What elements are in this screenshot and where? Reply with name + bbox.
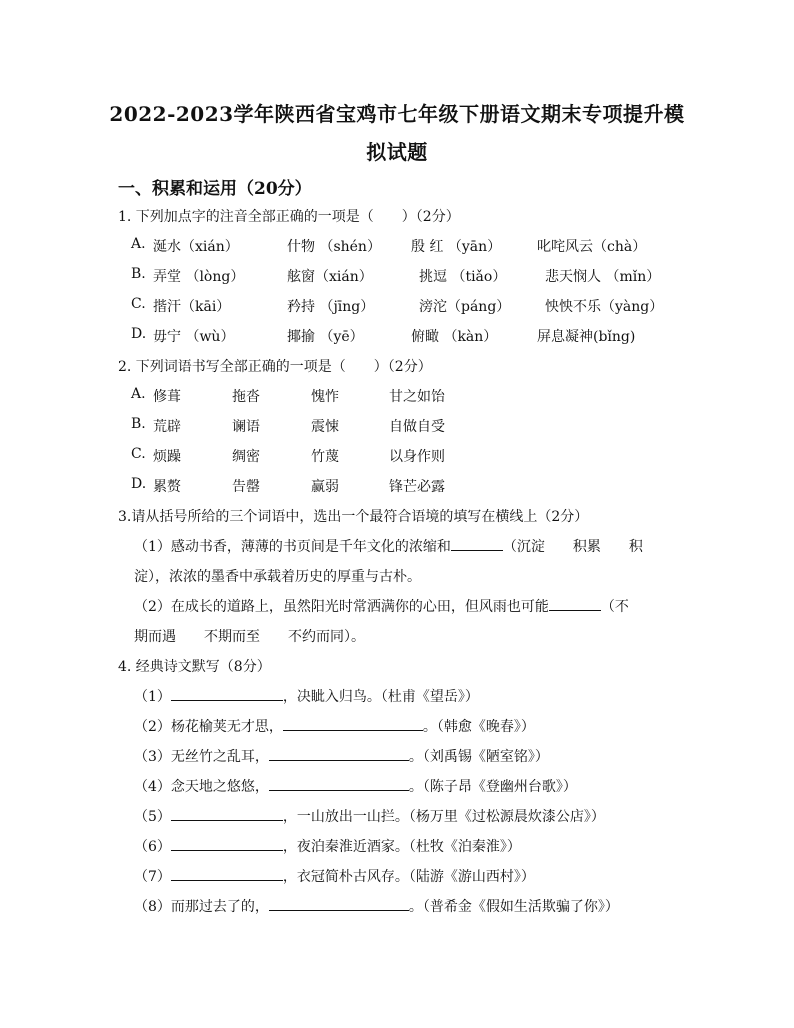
option-item: 修葺 (153, 389, 181, 405)
q4-item-4 (134, 776, 577, 796)
option-item: 矜持 （jīng） (287, 299, 375, 315)
option-item: 烦躁 (153, 449, 181, 465)
option-item: 屏息凝神(bǐng) (537, 329, 636, 345)
exam-title-line1: 2022-2023学年陕西省宝鸡市七年级下册语文期末专项提升模 (109, 102, 685, 126)
answer-blank[interactable] (171, 686, 283, 701)
q4-item-6 (134, 836, 521, 856)
option-label: C. (131, 446, 146, 462)
option-item: 揩汗（kāi） (153, 299, 231, 315)
q4-item-1 (134, 686, 479, 706)
item-text: ，一山放出一山拦。（杨万里《过松源晨炊漆公店》） (282, 809, 605, 825)
item-number: （5） (134, 809, 171, 825)
option-item: 愧怍 (311, 389, 339, 405)
answer-blank[interactable] (171, 866, 283, 881)
question-1-stem: 1. 下列加点字的注音全部正确的一项是（ ）（2分） (118, 209, 460, 225)
option-item: 自做自受 (389, 419, 445, 435)
option-label: D. (131, 326, 147, 342)
q3-part2-line2: 期而遇 不期而至 不约而同）。 (134, 629, 365, 645)
option-label: C. (131, 296, 146, 312)
option-item: 拖沓 (232, 389, 260, 405)
q4-item-5 (134, 806, 605, 826)
item-text: 无丝竹之乱耳， (170, 749, 269, 765)
q3-part1-blank[interactable] (451, 536, 503, 551)
item-number: （3） (134, 749, 171, 765)
answer-blank[interactable] (171, 806, 283, 821)
item-number: （7） (134, 869, 171, 885)
option-item: 弄堂 （lòng） (153, 269, 245, 285)
item-text: ，决眦入归鸟。（杜甫《望岳》） (282, 689, 479, 705)
option-item: 甘之如饴 (389, 389, 445, 405)
item-text: 念天地之悠悠， (170, 779, 269, 795)
item-text: ，衣冠简朴古风存。（陆游《游山西村》） (282, 869, 535, 885)
q4-item-7 (134, 866, 535, 886)
option-item: 滂沱（páng） (419, 299, 511, 315)
item-text: 杨花榆荚无才思， (170, 719, 283, 735)
option-item: 以身作则 (389, 449, 445, 465)
option-item: 揶揄 （yē） (287, 329, 364, 345)
option-item: 俯瞰 （kàn） (411, 329, 498, 345)
option-item: 绸密 (232, 449, 260, 465)
answer-blank[interactable] (269, 776, 409, 791)
option-item: 锋芒必露 (389, 479, 445, 495)
q3-part1-line2: 淀），浓浓的墨香中承载着历史的厚重与古朴。 (134, 569, 421, 585)
option-label: A. (131, 386, 146, 402)
q3-part2-blank[interactable] (549, 596, 601, 611)
q3-part1-choices: （沉淀 积累 积 (502, 539, 643, 555)
item-number: （2） (134, 719, 171, 735)
q4-item-3 (134, 746, 549, 766)
option-item: 什物 （shén） (287, 239, 381, 255)
option-label: B. (131, 416, 146, 432)
option-label: D. (131, 476, 147, 492)
exam-title-line2: 拟试题 (366, 140, 428, 164)
option-item: 怏怏不乐（yàng） (545, 299, 664, 315)
answer-blank[interactable] (171, 836, 283, 851)
option-label: A. (131, 236, 146, 252)
q4-item-2 (134, 716, 535, 736)
option-item: 赢弱 (311, 479, 339, 495)
answer-blank[interactable] (269, 896, 409, 911)
q3-part2-choices: （不 (600, 599, 629, 615)
item-number: （1） (134, 689, 171, 705)
option-item: 涎水（xián） (153, 239, 239, 255)
answer-blank[interactable] (269, 746, 409, 761)
q3-part1-text: （1）感动书香，薄薄的书页间是千年文化的浓缩和 (134, 539, 451, 555)
q3-part1-line1 (134, 536, 643, 556)
option-item: 挑逗 （tiǎo） (419, 269, 507, 285)
option-item: 谰语 (232, 419, 260, 435)
item-number: （8） (134, 899, 171, 915)
option-item: 累赘 (153, 479, 181, 495)
option-item: 告罄 (232, 479, 260, 495)
question-2-stem: 2. 下列词语书写全部正确的一项是（ ）（2分） (118, 359, 432, 375)
item-text: ，夜泊秦淮近酒家。（杜牧《泊秦淮》） (282, 839, 521, 855)
option-item: 悲天悯人 （mǐn） (545, 269, 661, 285)
item-text: 。（刘禹锡《陋室铭》） (408, 749, 549, 765)
question-3-stem: 3.请从括号所给的三个词语中，选出一个最符合语境的填写在横线上（2分） (118, 509, 589, 525)
item-number: （6） (134, 839, 171, 855)
option-item: 殷 红 （yān） (411, 239, 502, 255)
option-item: 叱咤风云（chà） (537, 239, 647, 255)
question-4-stem: 4. 经典诗文默写（8分） (118, 659, 271, 675)
item-text: 。（韩愈《晚春》） (422, 719, 535, 735)
item-text: 而那过去了的， (170, 899, 269, 915)
option-item: 舷窗（xián） (287, 269, 373, 285)
answer-blank[interactable] (283, 716, 423, 731)
section-heading: 一、积累和运用（20分） (118, 179, 312, 199)
item-text: 。（陈子昂《登幽州台歌》） (408, 779, 577, 795)
item-text: 。（普希金《假如生活欺骗了你》） (408, 899, 619, 915)
q3-part2-line1 (134, 596, 629, 616)
option-label: B. (131, 266, 146, 282)
option-item: 竹蔑 (311, 449, 339, 465)
q4-item-8 (134, 896, 619, 916)
option-item: 荒辟 (153, 419, 181, 435)
option-item: 震悚 (311, 419, 339, 435)
option-item: 毋宁 （wù） (153, 329, 235, 345)
q3-part2-text: （2）在成长的道路上，虽然阳光时常洒满你的心田，但风雨也可能 (134, 599, 549, 615)
item-number: （4） (134, 779, 171, 795)
